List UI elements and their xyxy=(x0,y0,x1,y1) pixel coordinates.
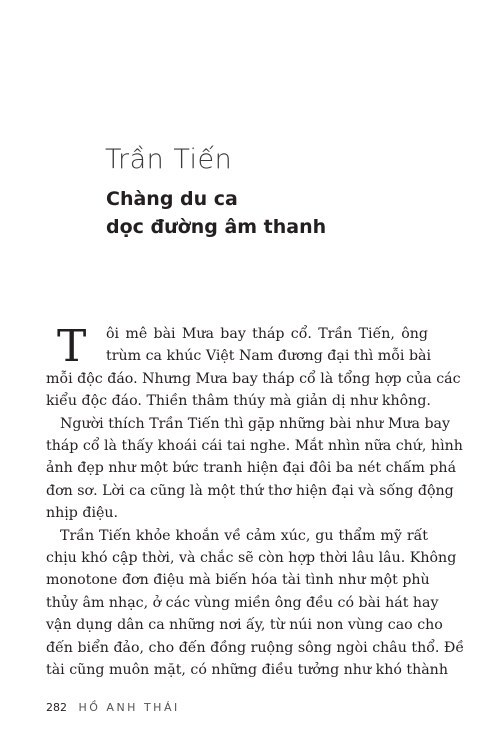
paragraph xyxy=(46,323,461,413)
paragraph xyxy=(46,413,463,525)
chapter-title-line: Chàng du ca xyxy=(106,188,238,210)
page-number: 282 xyxy=(46,701,67,714)
text-line: chịu khó cập thời, và chắc sẽ còn hợp thời lâu lâu. Không xyxy=(46,550,457,567)
paragraph xyxy=(46,525,465,682)
text-line: ảnh đẹp như một bức tranh hiện đại đôi ba nét chấm phá xyxy=(46,460,457,477)
text-line: monotone đơn điệu mà biến hóa tài tình như một phù xyxy=(46,572,430,589)
text-line: tháp cổ là thấy khoái cái tai nghe. Mắt nhìn nữa chứ, hình xyxy=(46,438,463,455)
running-head-author: HỒ ANH THÁI xyxy=(78,701,180,714)
text-line: thủy âm nhạc, ở các vùng miền ông đều có bài hát hay xyxy=(46,594,439,611)
chapter-title-line: dọc đường âm thanh xyxy=(106,216,327,238)
text-line: đơn sơ. Lời ca cũng là một thứ thơ hiện đại và sống động xyxy=(46,482,454,499)
text-line: mỗi độc đáo. Nhưng Mưa bay tháp cổ là tổng hợp của các xyxy=(46,370,461,387)
page-footer xyxy=(46,701,180,714)
body-text xyxy=(46,323,465,682)
text-line xyxy=(46,323,428,345)
text-line: kiểu độc đáo. Thiền thâm thúy mà giản dị như không. xyxy=(46,393,431,410)
text-line: vận dụng dân ca những nơi ấy, từ núi non vùng cao cho xyxy=(46,617,443,634)
chapter-author: Trần Tiến xyxy=(105,144,233,175)
text-line: Người thích Trần Tiến thì gặp những bài như Mưa bay xyxy=(60,415,451,432)
line-text: ôi mê bài Mưa bay tháp cổ. Trần Tiến, ông xyxy=(106,326,428,342)
chapter-title xyxy=(106,185,326,241)
text-line: tài cũng muôn mặt, có những điều tưởng như khó thành xyxy=(46,662,448,679)
drop-cap: T xyxy=(57,321,87,372)
text-line xyxy=(46,345,432,367)
text-line: nhịp điệu. xyxy=(46,505,119,522)
text-line: Trần Tiến khỏe khoắn về cảm xúc, gu thẩm mỹ rất xyxy=(60,527,428,544)
text-line: đến biển đảo, cho đến đồng ruộng sông ngòi châu thổ. Đề xyxy=(46,639,465,656)
line-text: trùm ca khúc Việt Nam đương đại thì mỗi bài xyxy=(106,348,432,365)
